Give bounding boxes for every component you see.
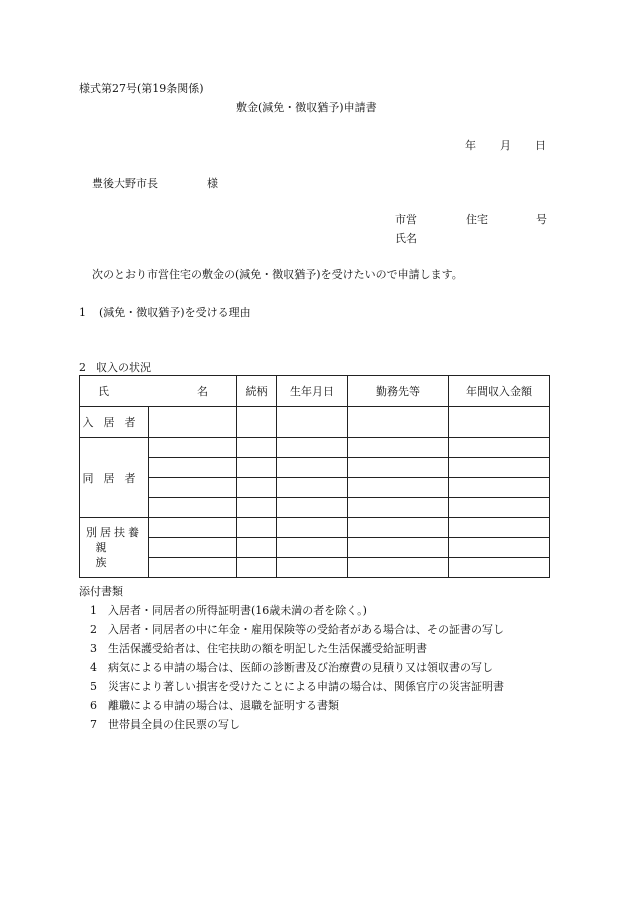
table-cell[interactable]	[348, 458, 449, 478]
attachment-number: 6	[90, 699, 97, 712]
group-dependent-line2: 親族	[95, 541, 133, 569]
table-cell[interactable]	[277, 438, 348, 458]
table-cell[interactable]	[149, 478, 237, 498]
attachment-number: 4	[90, 661, 97, 674]
document-title: 敷金(減免・徴収猶予)申請書	[236, 101, 377, 114]
table-cell[interactable]	[237, 438, 277, 458]
table-cell[interactable]	[277, 518, 348, 538]
table-cell[interactable]	[237, 478, 277, 498]
table-row	[80, 407, 550, 438]
attachment-item	[90, 718, 240, 731]
attachment-item	[90, 642, 427, 655]
attachments-heading: 添付書類	[79, 585, 123, 598]
table-cell[interactable]	[237, 458, 277, 478]
table-cell[interactable]	[277, 407, 348, 438]
table-cell[interactable]	[149, 518, 237, 538]
table-cell[interactable]	[449, 538, 550, 558]
attachment-text: 入居者・同居者の所得証明書(16歳未満の者を除く。)	[108, 604, 367, 617]
table-cell[interactable]	[277, 538, 348, 558]
table-header-row	[80, 376, 550, 407]
attachment-number: 1	[90, 604, 97, 617]
addressee-mayor: 豊後大野市長	[92, 177, 158, 190]
table-cell[interactable]	[449, 478, 550, 498]
applicant-name-label: 氏名	[395, 232, 417, 245]
group-dependent	[80, 518, 149, 578]
table-cell[interactable]	[449, 558, 550, 578]
attachment-text: 世帯員全員の住民票の写し	[108, 718, 240, 731]
attachment-item	[90, 623, 504, 636]
table-cell[interactable]	[277, 498, 348, 518]
date-year-label: 年	[465, 139, 476, 152]
table-cell[interactable]	[348, 438, 449, 458]
group-cohabitant: 同居者	[80, 438, 149, 518]
form-number: 様式第27号(第19条関係)	[79, 82, 204, 95]
table-cell[interactable]	[348, 538, 449, 558]
housing-mid: 住宅	[466, 213, 488, 226]
date-month-label: 月	[500, 139, 511, 152]
attachment-number: 2	[90, 623, 97, 636]
table-cell[interactable]	[277, 558, 348, 578]
table-cell[interactable]	[149, 498, 237, 518]
attachment-text: 生活保護受給者は、住宅扶助の額を明記した生活保護受給証明書	[108, 642, 427, 655]
group-dependent-line1: 別居扶養	[86, 526, 142, 539]
housing-prefix: 市営	[395, 213, 417, 226]
table-row	[80, 518, 550, 538]
table-cell[interactable]	[149, 458, 237, 478]
attachment-text: 病気による申請の場合は、医師の診断書及び治療費の見積り又は領収書の写し	[108, 661, 493, 674]
table-row	[80, 478, 550, 498]
table-row	[80, 558, 550, 578]
header-name-left: 氏	[98, 385, 109, 398]
housing-suffix: 号	[536, 213, 547, 226]
table-cell[interactable]	[449, 518, 550, 538]
table-cell[interactable]	[277, 478, 348, 498]
body-text: 次のとおり市営住宅の敷金の(減免・徴収猶予)を受けたいので申請します。	[92, 268, 463, 281]
table-cell[interactable]	[449, 498, 550, 518]
table-cell[interactable]	[277, 458, 348, 478]
attachment-text: 離職による申請の場合は、退職を証明する書類	[108, 699, 339, 712]
table-row	[80, 438, 550, 458]
table-cell[interactable]	[348, 558, 449, 578]
section2-number: 2	[79, 361, 86, 374]
table-cell[interactable]	[449, 407, 550, 438]
attachment-number: 3	[90, 642, 97, 655]
group-resident: 入居者	[80, 407, 149, 438]
header-relation: 続柄	[237, 376, 277, 407]
table-cell[interactable]	[149, 538, 237, 558]
table-cell[interactable]	[348, 478, 449, 498]
attachment-number: 7	[90, 718, 97, 731]
date-day-label: 日	[535, 139, 546, 152]
table-cell[interactable]	[237, 518, 277, 538]
attachment-text: 入居者・同居者の中に年金・雇用保険等の受給者がある場合は、その証書の写し	[108, 623, 504, 636]
attachment-item	[90, 680, 504, 693]
table-cell[interactable]	[348, 407, 449, 438]
section1-title: (減免・徴収猶予)を受ける理由	[99, 306, 251, 319]
table-cell[interactable]	[348, 518, 449, 538]
table-cell[interactable]	[348, 498, 449, 518]
table-cell[interactable]	[237, 407, 277, 438]
table-cell[interactable]	[237, 538, 277, 558]
section2-title: 収入の状況	[96, 361, 151, 374]
attachment-item	[90, 661, 493, 674]
table-row	[80, 458, 550, 478]
header-name	[80, 376, 237, 407]
table-cell[interactable]	[237, 498, 277, 518]
table-cell[interactable]	[449, 438, 550, 458]
header-annual-income: 年間収入金額	[449, 376, 550, 407]
table-cell[interactable]	[237, 558, 277, 578]
attachment-text: 災害により著しい損害を受けたことによる申請の場合は、関係官庁の災害証明書	[108, 680, 504, 693]
header-workplace: 勤務先等	[348, 376, 449, 407]
table-row	[80, 498, 550, 518]
table-cell[interactable]	[149, 558, 237, 578]
table-row	[80, 538, 550, 558]
section1-number: 1	[79, 306, 86, 319]
table-cell[interactable]	[149, 438, 237, 458]
table-cell[interactable]	[149, 407, 237, 438]
attachment-item	[90, 604, 367, 617]
income-table	[79, 375, 550, 578]
attachment-number: 5	[90, 680, 97, 693]
addressee-honorific: 様	[207, 177, 218, 190]
header-name-right: 名	[197, 385, 208, 398]
attachment-item	[90, 699, 339, 712]
header-birthdate: 生年月日	[277, 376, 348, 407]
table-cell[interactable]	[449, 458, 550, 478]
